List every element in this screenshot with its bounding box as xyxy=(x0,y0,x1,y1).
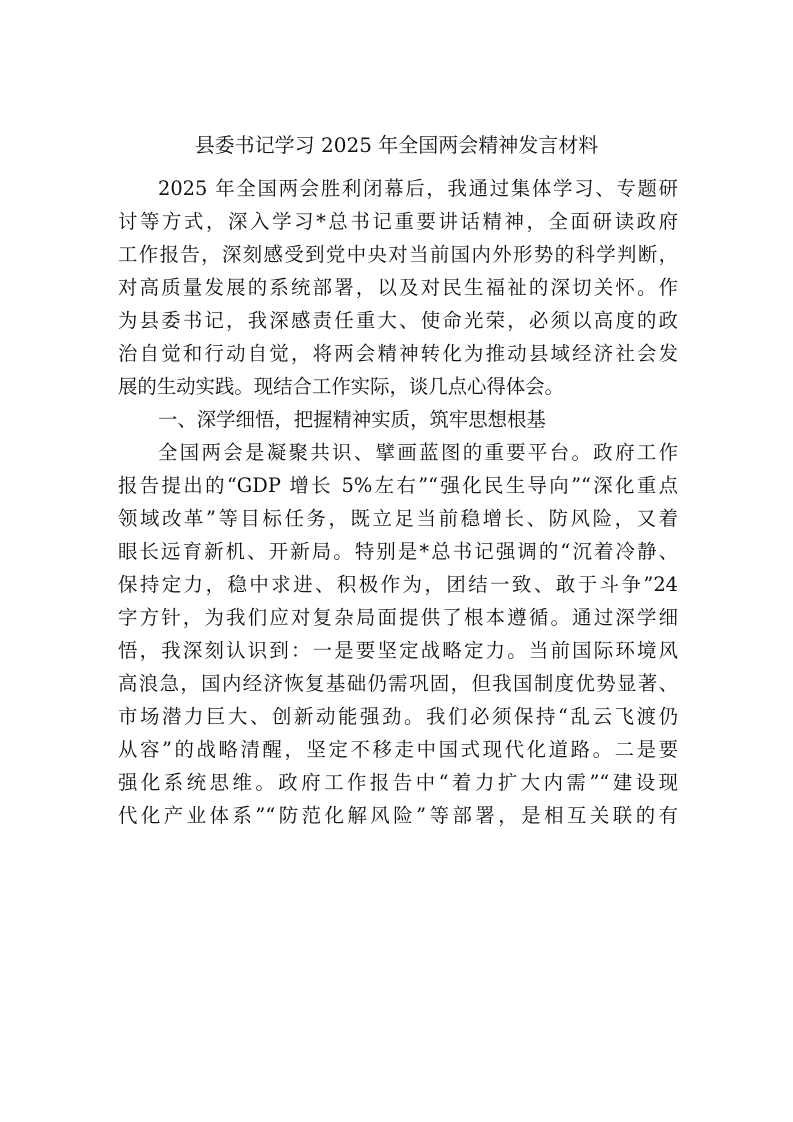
text-line: 展的生动实践。现结合工作实际，谈几点心得体会。 xyxy=(118,375,564,398)
document-body xyxy=(118,172,678,832)
text-line: 眼长远育新机、开新局。特别是*总书记强调的“沉着冷静、 xyxy=(118,540,678,563)
text-line: 报告提出的“GDP 增长 5%左右”“强化民生导向”“深化重点 xyxy=(118,474,678,497)
text-line: 强化系统思维。政府工作报告中“着力扩大内需”“建设现 xyxy=(118,771,678,794)
text-line: 悟，我深刻认识到：一是要坚定战略定力。当前国际环境风 xyxy=(118,639,678,662)
document-title: 县委书记学习 2025 年全国两会精神发言材料 xyxy=(194,133,599,157)
text-line: 全国两会是凝聚共识、擘画蓝图的重要平台。政府工作 xyxy=(158,441,678,464)
text-line: 从容”的战略清醒，坚定不移走中国式现代化道路。二是要 xyxy=(118,738,678,761)
text-line: 2025 年全国两会胜利闭幕后，我通过集体学习、专题研 xyxy=(158,177,678,200)
text-line: 治自觉和行动自觉，将两会精神转化为推动县域经济社会发 xyxy=(118,342,678,365)
text-line: 为县委书记，我深感责任重大、使命光荣，必须以高度的政 xyxy=(118,309,678,332)
text-line: 对高质量发展的系统部署，以及对民生福祉的深切关怀。作 xyxy=(118,276,678,299)
text-line: 工作报告，深刻感受到党中央对当前国内外形势的科学判断， xyxy=(118,243,678,266)
text-line: 市场潜力巨大、创新动能强劲。我们必须保持“乱云飞渡仍 xyxy=(118,705,678,728)
text-line: 保持定力，稳中求进、积极作为，团结一致、敢于斗争”24 xyxy=(118,573,678,596)
text-line: 一、深学细悟，把握精神实质，筑牢思想根基 xyxy=(158,408,546,431)
text-line: 代化产业体系”“防范化解风险”等部署，是相互关联的有 xyxy=(118,804,678,827)
text-line: 字方针，为我们应对复杂局面提供了根本遵循。通过深学细 xyxy=(118,606,678,629)
text-line: 讨等方式，深入学习*总书记重要讲话精神，全面研读政府 xyxy=(118,210,678,233)
text-line: 领域改革”等目标任务，既立足当前稳增长、防风险，又着 xyxy=(118,507,678,530)
text-line: 高浪急，国内经济恢复基础仍需巩固，但我国制度优势显著、 xyxy=(118,672,678,695)
